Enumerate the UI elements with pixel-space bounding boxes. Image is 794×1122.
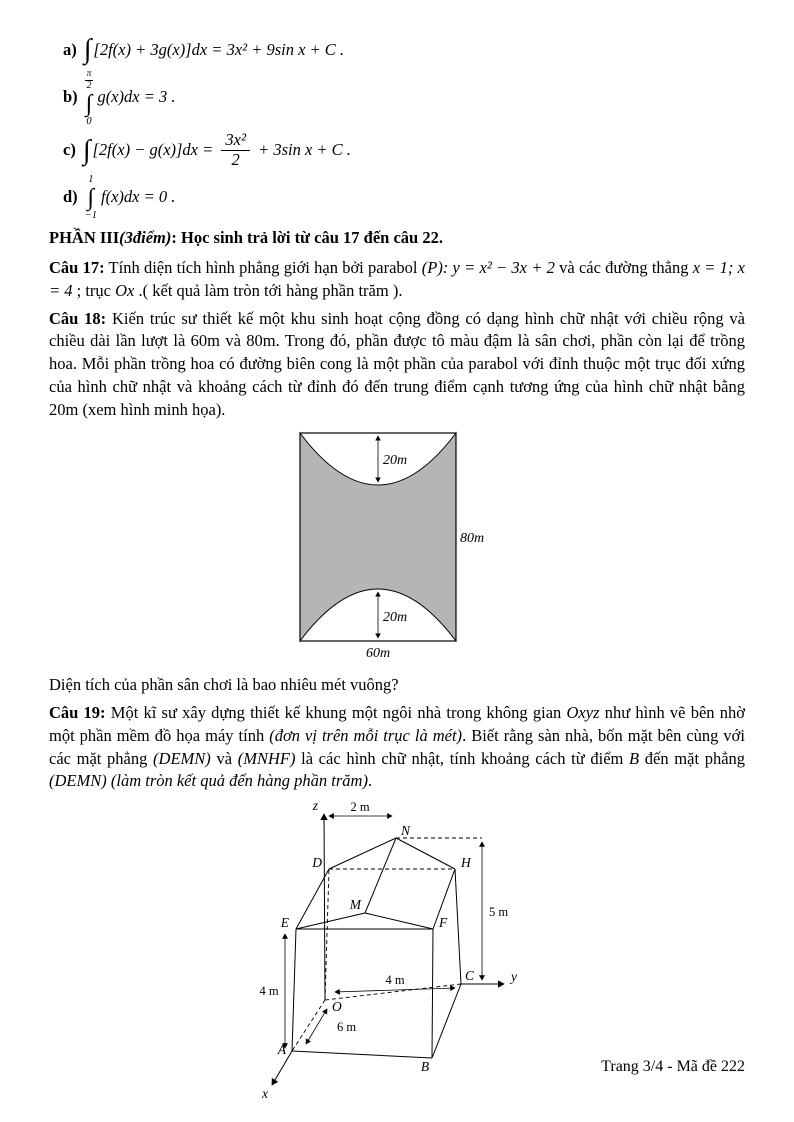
dim-2m-label: 2 m	[350, 800, 370, 815]
part3-heading	[49, 227, 745, 250]
label-N: N	[401, 823, 411, 839]
question-18-text: Kiến trúc sư thiết kế một khu sinh hoạt cộng đồng có dạng hình chữ nhật với chiều rộng và chiều dài lần lượt là 60m và 80m. Trong đó, phần được tô màu đậm là sân chơi, phần còn lại để trồng hoa. Mỗi phần trồng hoa có đường biên cong là một phần của parabol với đỉnh thuộc một trục đối xứng của hình chữ nhật và khoảng cách từ đỉnh đó đến trung điểm cạnh tương ứng của hình chữ nhật bằng 20m (xem hình minh họa).	[49, 308, 745, 419]
lower-limit: −1	[84, 209, 98, 221]
integral-with-limits	[85, 68, 94, 127]
edge-ND	[329, 838, 396, 869]
question-19-text: đến mặt phẳng	[639, 748, 746, 768]
part3-instruction: : Học sinh trả lời từ câu 17 đến câu 22.	[171, 228, 443, 248]
edge-OD	[325, 869, 329, 1000]
question-19-text: Một kĩ sư xây dựng thiết kế khung một ngôi nhà trong không gian	[105, 703, 567, 723]
dim-4m-width-label: 4 m	[385, 973, 405, 988]
label-B: B	[420, 1059, 430, 1075]
upper-limit: 1	[88, 174, 94, 186]
dim-6m-label: 6 m	[337, 1020, 357, 1035]
statement-c	[63, 131, 745, 170]
playground-figure-svg	[290, 428, 510, 666]
plane-demn: (DEMN)	[153, 748, 211, 768]
axis-label: Ox	[115, 280, 135, 300]
plane-demn-2: (DEMN)	[49, 771, 107, 791]
point-b: B	[629, 748, 640, 768]
house-3d-figure-svg	[249, 798, 529, 1103]
edge-EM	[296, 913, 365, 929]
part3-points: (3điểm)	[119, 228, 172, 248]
label-A: A	[277, 1042, 286, 1058]
integral-sign: ∫	[87, 184, 95, 211]
question-17-text: ; trục	[72, 280, 116, 300]
question-18-label: Câu 18:	[49, 308, 107, 328]
statement-b-label: b)	[63, 87, 78, 107]
statement-d	[63, 174, 745, 221]
edge-CH	[455, 869, 461, 984]
label-O: O	[332, 999, 342, 1015]
coordinate-system-name: Oxyz	[566, 703, 600, 723]
integral-sign: ∫	[82, 134, 91, 166]
question-19-label: Câu 19:	[49, 703, 106, 723]
question-18	[49, 308, 745, 422]
dim-4m-height-label: 4 m	[259, 984, 279, 999]
statement-d-formula	[85, 174, 176, 221]
label-D: D	[312, 855, 322, 871]
page-footer: Trang 3/4 - Mã đề 222	[601, 1058, 745, 1075]
pi-over-2: $\frac{\pi}{2}$	[86, 69, 92, 91]
question-17-label: Câu 17:	[49, 258, 105, 278]
statement-d-body: f(x)dx = 0 .	[101, 187, 176, 207]
label-z: z	[312, 798, 318, 814]
question-19-text: .	[367, 771, 373, 791]
question-18-prompt	[49, 674, 745, 697]
statement-a-body: [2f(x) + 3g(x)]dx = 3x² + 9sin x + C .	[93, 39, 345, 59]
statement-d-label: d)	[63, 187, 78, 207]
edge-MF	[365, 913, 433, 929]
edge-MN	[365, 838, 396, 913]
plane-mnhf: (MNHF)	[237, 748, 296, 768]
top-depth-label: 20m	[383, 452, 408, 468]
statement-c-label: c)	[63, 140, 76, 160]
edge-OA	[292, 1000, 325, 1051]
label-M: M	[349, 897, 361, 913]
measure-6m-arrow	[306, 1009, 327, 1044]
statement-a	[63, 36, 745, 64]
question-17	[49, 257, 745, 303]
lines-equations: x = 1; x = 4	[49, 258, 746, 300]
unit-note: (đơn vị trên mỗi trục là mét)	[269, 725, 463, 745]
label-E: E	[280, 915, 289, 931]
question-17-text: Tính diện tích hình phẳng giới hạn bởi parabol	[104, 258, 422, 278]
question-18-prompt-text: Diện tích của phần sân chơi là bao nhiêu mét vuông?	[49, 675, 399, 695]
label-y: y	[511, 969, 517, 985]
question-17-text: .( kết quả làm tròn tới hàng phần trăm ).	[134, 280, 403, 300]
statement-c-formula	[83, 131, 351, 170]
question-19	[49, 702, 745, 793]
integral-sign: ∫	[83, 34, 92, 65]
z-axis	[324, 814, 325, 1000]
fraction: $\frac{\text{3x²}}{2}$	[221, 131, 250, 170]
statement-b-body: g(x)dx = 3 .	[97, 87, 176, 107]
lower-limit: 0	[86, 115, 92, 127]
statement-b-formula	[85, 68, 176, 127]
statement-a-formula	[84, 36, 344, 64]
edge-AE	[292, 929, 296, 1051]
question-17-text: và các đường thẳng	[554, 258, 693, 278]
edge-NH	[396, 838, 455, 869]
width-label: 60m	[365, 645, 391, 661]
statement-a-label: a)	[63, 39, 77, 59]
statement-b	[63, 68, 745, 127]
label-H: H	[461, 855, 471, 871]
edge-AB	[292, 1051, 432, 1058]
question-19-text: và	[210, 748, 238, 768]
edge-BC	[432, 984, 461, 1058]
label-F: F	[439, 915, 448, 931]
playground-figure	[290, 428, 745, 673]
question-19-text: . Biết rằng sàn nhà, bốn mặt bên cùng với các mặt phẳng	[49, 725, 745, 768]
edge-BF	[432, 929, 433, 1058]
part3-title: PHẦN III	[49, 228, 120, 248]
parabola-equation: (P): y = x² − 3x + 2	[421, 258, 555, 278]
statement-c-body2: + 3sin x + C .	[253, 140, 351, 160]
question-19-text: là các hình chữ nhật, tính khoảng cách từ điểm	[295, 748, 630, 768]
height-label: 80m	[460, 530, 485, 546]
integral-with-limits	[85, 174, 97, 221]
label-x: x	[262, 1086, 268, 1102]
upper-limit	[85, 68, 94, 92]
integral-sign: ∫	[85, 90, 93, 117]
question-19-text: như hình vẽ bên nhờ một phần mềm đồ họa máy tính	[49, 703, 745, 745]
rounding-note: (làm tròn kết quả đến hàng phần trăm)	[110, 771, 368, 791]
dim-5m-label: 5 m	[489, 905, 509, 920]
label-C: C	[465, 968, 475, 984]
bottom-depth-label: 20m	[383, 609, 408, 625]
statement-c-body1: [2f(x) − g(x)]dx =	[92, 140, 218, 160]
